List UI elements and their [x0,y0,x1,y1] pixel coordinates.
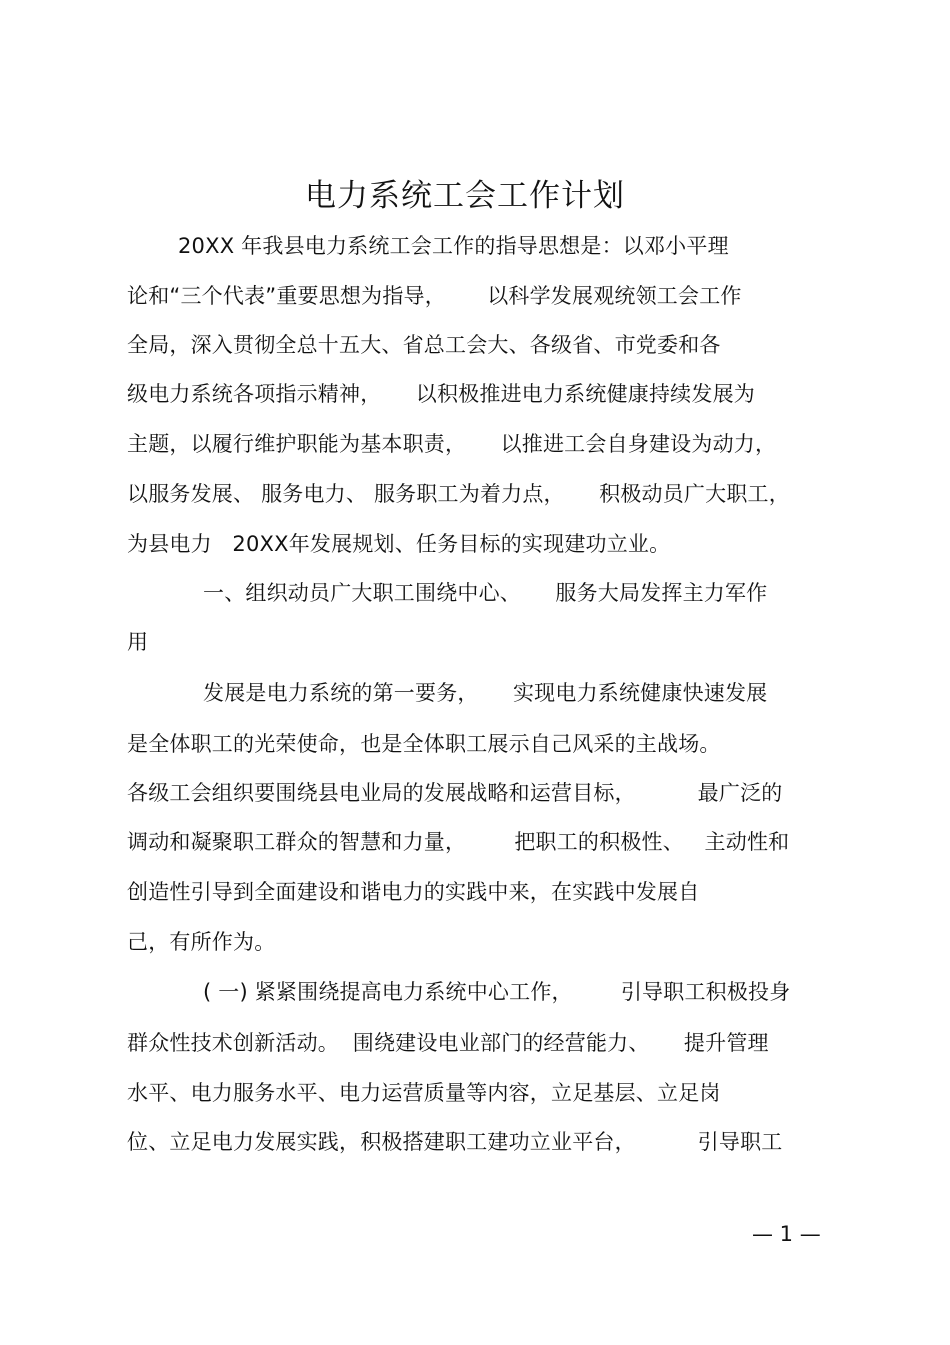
subsection-line-2: 群众性技术创新活动。 围绕建设电业部门的经营能力、 提升管理 [127,1031,769,1055]
subsection-line-1: ( 一) 紧紧围绕提高电力系统中心工作， 引导职工积极投身 [203,980,791,1004]
page-number: — 1 — [752,1222,821,1246]
section-heading-line-2: 用 [127,630,149,654]
body-line-2: 论和“三个代表”重要思想为指导， 以科学发展观统领工会工作 [127,284,742,308]
body-line-11: 调动和凝聚职工群众的智慧和力量， 把职工的积极性、 主动性和 [127,830,790,854]
body-line-8: 发展是电力系统的第一要务， 实现电力系统健康快速发展 [203,681,768,705]
section-heading-line-1: 一、组织动员广大职工围绕中心、 服务大局发挥主力军作 [203,581,768,605]
subsection-line-4: 位、立足电力发展实践，积极搭建职工建功立业平台， 引导职工 [127,1130,783,1154]
body-line-7: 为县电力 20XX年发展规划、任务目标的实现建功立业。 [127,532,671,556]
body-line-13: 己，有所作为。 [127,930,276,954]
body-line-5: 主题，以履行维护职能为基本职责， 以推进工会自身建设为动力， [127,432,777,456]
body-line-6: 以服务发展、 服务电力、 服务职工为着力点， 积极动员广大职工， [127,482,790,506]
body-line-1: 20XX 年我县电力系统工会工作的指导思想是：以邓小平理 [178,234,729,258]
body-line-9: 是全体职工的光荣使命，也是全体职工展示自己风采的主战场。 [127,732,721,756]
subsection-line-3: 水平、电力服务水平、电力运营质量等内容，立足基层、立足岗 [127,1081,721,1105]
body-line-4: 级电力系统各项指示精神， 以积极推进电力系统健康持续发展为 [127,382,755,406]
body-line-12: 创造性引导到全面建设和谐电力的实践中来，在实践中发展自 [127,880,700,904]
body-line-10: 各级工会组织要围绕县电业局的发展战略和运营目标， 最广泛的 [127,781,783,805]
document-title: 电力系统工会工作计划 [305,178,625,214]
body-line-3: 全局，深入贯彻全总十五大、省总工会大、各级省、市党委和各 [127,333,721,357]
